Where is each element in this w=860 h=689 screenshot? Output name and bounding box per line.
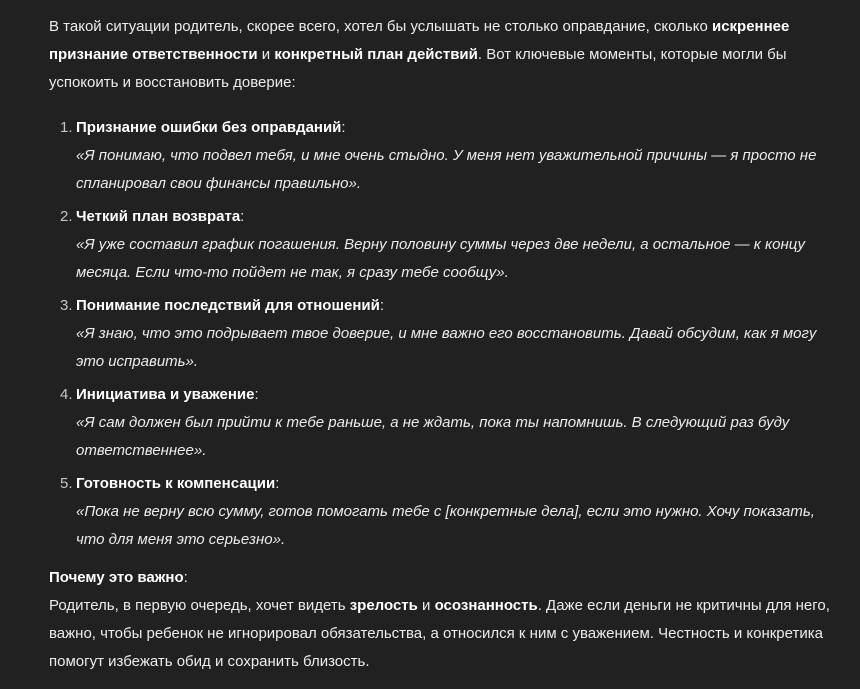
- list-item-colon: :: [379, 297, 384, 314]
- intro-text-1: В такой ситуации родитель, скорее всего, хотел бы услышать не столько оправдание, сколько: [49, 18, 712, 35]
- why-heading: [49, 564, 840, 592]
- list-item-colon: :: [240, 208, 245, 225]
- why-heading-colon: :: [183, 569, 188, 586]
- why-text-1: Родитель, в первую очередь, хочет видеть: [49, 597, 350, 614]
- list-item: [76, 203, 840, 287]
- list-item: [76, 381, 840, 465]
- why-paragraph: [49, 592, 840, 676]
- list-item-colon: :: [341, 119, 346, 136]
- list-item-colon: :: [254, 386, 259, 403]
- list-item-title: Инициатива и уважение: [76, 386, 255, 403]
- intro-text-3: . Вот ключевые моменты, которые могли бы успокоить и восстановить доверие:: [49, 46, 787, 91]
- list-item-quote: «Я знаю, что это подрывает твое доверие, и мне важно его восстановить. Давай обсудим, как я могу это исправить».: [76, 325, 817, 370]
- why-text-2: и: [417, 597, 435, 614]
- intro-paragraph: [49, 13, 840, 97]
- list-item-quote: «Я уже составил график погашения. Верну половину суммы через две недели, а остальное — к концу месяца. Если что-то пойдет не так, я сразу тебе сообщу».: [76, 236, 805, 281]
- list-item-quote: «Я понимаю, что подвел тебя, и мне очень стыдно. У меня нет уважительной причины — я просто не спланировал свои финансы правильно».: [76, 147, 817, 192]
- why-bold-maturity: зрелость: [349, 597, 418, 614]
- list-item: [76, 114, 840, 198]
- intro-bold-responsibility: искреннее признание ответственности: [49, 18, 790, 63]
- intro-bold-action-plan: конкретный план действий: [274, 46, 478, 63]
- list-item-title: Признание ошибки без оправданий: [76, 119, 342, 136]
- list-item-quote: «Пока не верну всю сумму, готов помогать тебе с [конкретные дела], если это нужно. Хочу показать, что для меня это серьезно».: [76, 503, 815, 548]
- list-item-quote: «Я сам должен был прийти к тебе раньше, а не ждать, пока ты напомнишь. В следующий раз буду ответственнее».: [76, 414, 790, 459]
- key-points-list: [49, 114, 840, 554]
- list-item-title: Готовность к компенсации: [76, 475, 276, 492]
- list-item: [76, 470, 840, 554]
- list-item: [76, 292, 840, 376]
- list-item-colon: :: [275, 475, 280, 492]
- why-bold-awareness: осознанность: [434, 597, 538, 614]
- list-item-title: Понимание последствий для отношений: [76, 297, 380, 314]
- why-heading-text: Почему это важно: [49, 569, 184, 586]
- intro-text-2: и: [257, 46, 275, 63]
- why-text-3: . Даже если деньги не критичны для него, важно, чтобы ребенок не игнорировал обязательства, а относился к ним с уважением. Честность и конкретика помогут избежать обид и сохранить близость.: [49, 597, 830, 670]
- list-item-title: Четкий план возврата: [76, 208, 241, 225]
